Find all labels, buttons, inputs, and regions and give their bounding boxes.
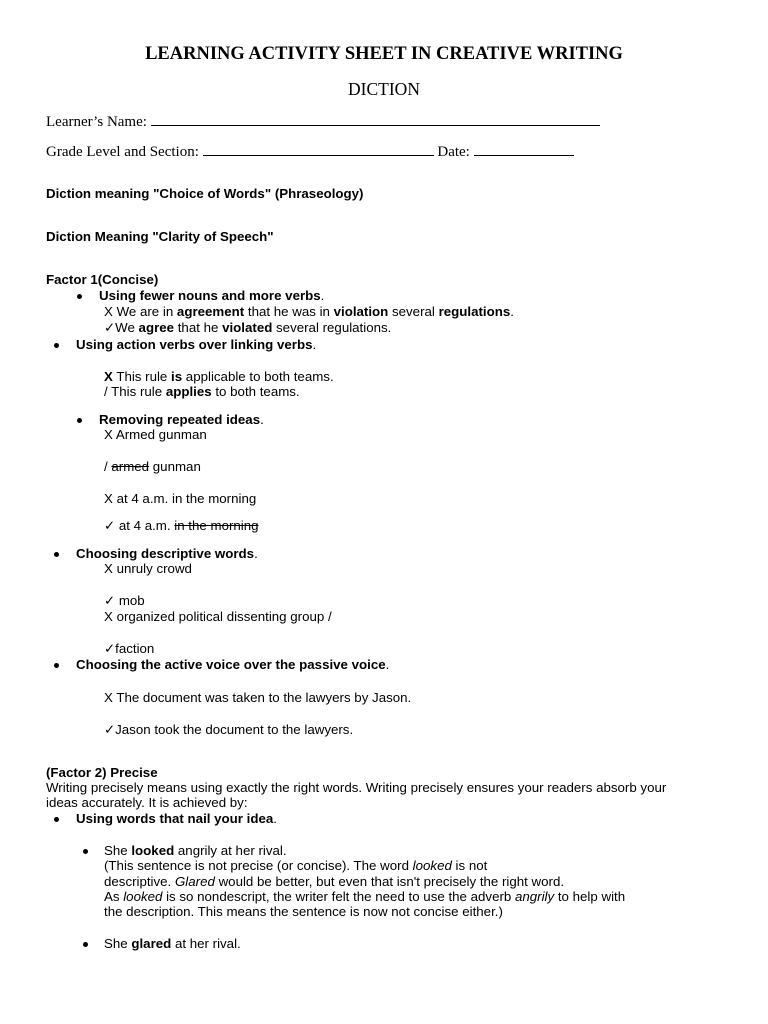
example-wrong: X The document was taken to the lawyers by Jason. (104, 690, 412, 705)
example-correct: ✓ mob (104, 593, 145, 608)
example-wrong: X at 4 a.m. in the morning (104, 491, 257, 506)
factor1-item-fewer-nouns: Using fewer nouns and more verbs. (99, 288, 325, 303)
example-correct: ✓faction (104, 641, 155, 656)
example-correct: / This rule applies to both teams. (104, 384, 300, 399)
factor2-heading: (Factor 2) Precise (46, 765, 158, 780)
bullet-dot (54, 552, 59, 557)
definition-choice-of-words: Diction meaning "Choice of Words" (Phraseology) (46, 186, 364, 201)
factor1-item-active-voice: Choosing the active voice over the passive voice. (76, 657, 390, 672)
grade-section-label: Grade Level and Section: (46, 144, 199, 160)
example-wrong: X Armed gunman (104, 427, 207, 442)
bullet-dot (77, 294, 82, 299)
bullet-dot (77, 418, 82, 423)
bullet-dot (54, 663, 59, 668)
learner-name-label: Learner’s Name: (46, 114, 147, 130)
factor2-item-nail-your-idea: Using words that nail your idea. (76, 811, 277, 826)
learner-name-row (46, 111, 600, 131)
explanation-line: the description. This means the sentence is now not concise either.) (104, 904, 503, 919)
factor1-item-action-verbs: Using action verbs over linking verbs. (76, 337, 317, 352)
example-wrong: X This rule is applicable to both teams. (104, 369, 334, 384)
example-wrong: X We are in agreement that he was in violation several regulations. (104, 304, 514, 319)
factor2-intro-line2: ideas accurately. It is achieved by: (46, 795, 248, 810)
bullet-dot (54, 817, 59, 822)
grade-section-blank[interactable] (203, 141, 434, 156)
bullet-dot (83, 942, 88, 947)
item-label: Using fewer nouns and more verbs (99, 288, 321, 303)
learner-name-blank[interactable] (151, 111, 600, 126)
factor2-intro-line1: Writing precisely means using exactly the right words. Writing precisely ensures your readers absorb your (46, 780, 667, 795)
date-blank[interactable] (474, 141, 574, 156)
example-wrong: X unruly crowd (104, 561, 192, 576)
example-sentence: She glared at her rival. (104, 936, 241, 951)
page-subtitle: DICTION (348, 79, 420, 99)
example-correct: ✓We agree that he violated several regulations. (104, 320, 392, 335)
bullet-dot (54, 343, 59, 348)
grade-date-row (46, 141, 574, 161)
explanation-line: As looked is so nondescript, the writer felt the need to use the adverb angrily to help with (104, 889, 626, 904)
factor1-item-repeated-ideas: Removing repeated ideas. (99, 412, 264, 427)
bullet-dot (83, 849, 88, 854)
explanation-line: descriptive. Glared would be better, but even that isn't precisely the right word. (104, 874, 565, 889)
factor1-heading: Factor 1(Concise) (46, 272, 159, 287)
example-correct: / armed gunman (104, 459, 201, 474)
explanation-line: (This sentence is not precise (or concise). The word looked is not (104, 858, 488, 873)
example-sentence: She looked angrily at her rival. (104, 843, 287, 858)
example-wrong: X organized political dissenting group / (104, 609, 332, 624)
example-correct: ✓ at 4 a.m. in the morning (104, 518, 259, 533)
date-label: Date: (437, 144, 470, 160)
definition-clarity-of-speech: Diction Meaning "Clarity of Speech" (46, 229, 274, 244)
page-title: LEARNING ACTIVITY SHEET IN CREATIVE WRITING (145, 44, 623, 64)
example-correct: ✓Jason took the document to the lawyers. (104, 722, 354, 737)
factor1-item-descriptive-words: Choosing descriptive words. (76, 546, 258, 561)
